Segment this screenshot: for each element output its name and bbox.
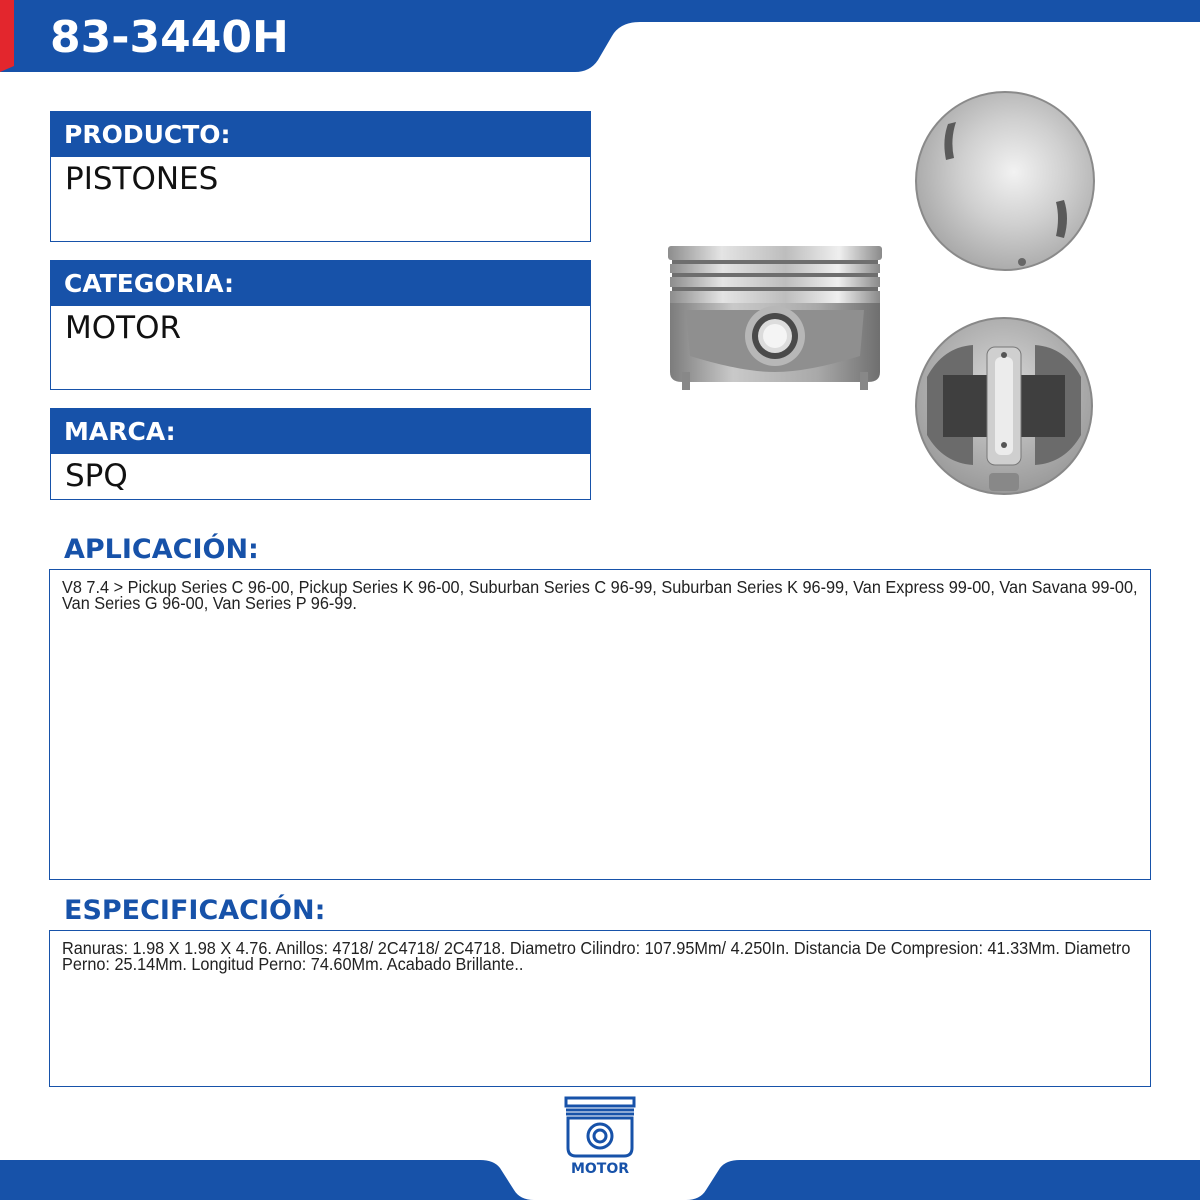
- piston-top-image: [914, 90, 1096, 272]
- categoria-value: MOTOR: [65, 310, 182, 346]
- producto-header: [50, 111, 591, 157]
- marca-body: [50, 454, 591, 500]
- categoria-header: [50, 260, 591, 306]
- piston-side-image: [668, 244, 884, 392]
- marca-label: MARCA:: [64, 417, 176, 446]
- categoria-body: [50, 306, 591, 390]
- producto-body: [50, 157, 591, 242]
- aplicacion-box: [49, 569, 1151, 880]
- aplicacion-label: APLICACIÓN:: [64, 534, 259, 565]
- especificacion-text: Ranuras: 1.98 X 1.98 X 4.76. Anillos: 4718/ 2C4718/ 2C4718. Diametro Cilindro: 107.95Mm/ 4.250In. Distancia De Compresion: 41.33Mm. Diametro Perno: 25.14Mm. Longitud Perno: 74.60Mm. Acabado Brillante..: [62, 938, 1131, 974]
- producto-value: PISTONES: [65, 161, 219, 197]
- piston-bottom-image: [913, 317, 1095, 495]
- part-number-title: 83-3440H: [50, 12, 289, 63]
- categoria-label: CATEGORIA:: [64, 269, 235, 298]
- especificacion-box: [49, 930, 1151, 1087]
- marca-value: SPQ: [65, 458, 128, 494]
- producto-section: [50, 111, 591, 242]
- marca-header: [50, 408, 591, 454]
- producto-label: PRODUCTO:: [64, 120, 231, 149]
- categoria-section: [50, 260, 591, 390]
- aplicacion-text: V8 7.4 > Pickup Series C 96-00, Pickup Series K 96-00, Suburban Series C 96-99, Suburban Series K 96-99, Van Express 99-00, Van Savana 99-00, Van Series G 96-00, Van Series P 96-99.: [62, 577, 1138, 613]
- motor-badge-label: MOTOR: [570, 1161, 630, 1177]
- especificacion-label: ESPECIFICACIÓN:: [64, 895, 326, 926]
- marca-section: [50, 408, 591, 500]
